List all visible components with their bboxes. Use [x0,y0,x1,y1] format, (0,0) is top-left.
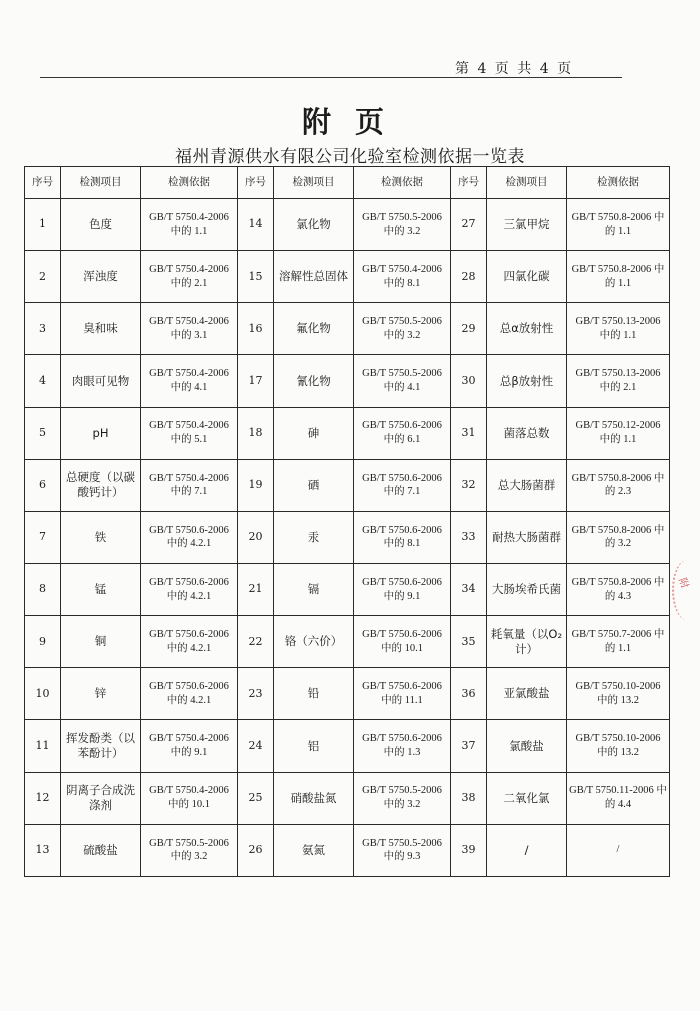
cell-test-basis: GB/T 5750.5-2006 中的 9.3 [354,824,451,876]
seal-stamp-text: 附 [676,576,690,590]
cell-test-item: 硫酸盐 [61,824,141,876]
cell-test-basis: GB/T 5750.11-2006 中的 4.4 [567,772,670,824]
cell-no: 29 [451,303,487,355]
cell-no: 9 [25,616,61,668]
cell-no: 5 [25,407,61,459]
cell-test-basis: GB/T 5750.6-2006 中的 4.2.1 [141,616,238,668]
cell-test-item: 总α放射性 [487,303,567,355]
table-title: 福州青源供水有限公司化验室检测依据一览表 [175,147,525,167]
column-header-no: 序号 [238,167,274,199]
cell-test-basis: GB/T 5750.5-2006 中的 3.2 [354,303,451,355]
cell-test-basis: GB/T 5750.4-2006 中的 9.1 [141,720,238,772]
column-header-item: 检测项目 [487,167,567,199]
table-header-row [25,167,670,199]
table-row [25,668,670,720]
cell-no: 28 [451,251,487,303]
seal-stamp-edge [672,560,700,620]
cell-test-basis: GB/T 5750.4-2006 中的 4.1 [141,355,238,407]
cell-test-basis: GB/T 5750.6-2006 中的 4.2.1 [141,511,238,563]
table-row [25,720,670,772]
cell-no: 23 [238,668,274,720]
cell-test-basis: GB/T 5750.5-2006 中的 4.1 [354,355,451,407]
table-row [25,199,670,251]
table-row [25,355,670,407]
page-number: 第 4 页 共 4 页 [455,61,574,77]
column-header-item: 检测项目 [274,167,354,199]
cell-test-item: pH [61,407,141,459]
cell-no: 20 [238,511,274,563]
cell-test-basis: GB/T 5750.12-2006 中的 1.1 [567,407,670,459]
cell-test-item: 铁 [61,511,141,563]
table-row [25,459,670,511]
cell-no: 38 [451,772,487,824]
cell-test-item: 铝 [274,720,354,772]
cell-test-item: 镉 [274,563,354,615]
table-row [25,303,670,355]
cell-no: 8 [25,563,61,615]
cell-no: 27 [451,199,487,251]
cell-no: 3 [25,303,61,355]
cell-test-basis: GB/T 5750.6-2006 中的 7.1 [354,459,451,511]
cell-no: 31 [451,407,487,459]
cell-test-item: 大肠埃希氏菌 [487,563,567,615]
cell-test-basis: GB/T 5750.8-2006 中的 1.1 [567,199,670,251]
cell-test-basis: GB/T 5750.4-2006 中的 5.1 [141,407,238,459]
cell-test-basis: GB/T 5750.4-2006 中的 7.1 [141,459,238,511]
cell-test-item: 二氧化氯 [487,772,567,824]
cell-test-basis: / [567,824,670,876]
cell-test-item: 氟化物 [274,303,354,355]
cell-test-item: 菌落总数 [487,407,567,459]
cell-test-item: 肉眼可见物 [61,355,141,407]
cell-test-item: 四氯化碳 [487,251,567,303]
cell-no: 33 [451,511,487,563]
cell-test-basis: GB/T 5750.4-2006 中的 1.1 [141,199,238,251]
header-rule [40,77,622,78]
column-header-no: 序号 [451,167,487,199]
cell-test-basis: GB/T 5750.10-2006 中的 13.2 [567,720,670,772]
table-row [25,563,670,615]
column-header-basis: 检测依据 [141,167,238,199]
cell-no: 1 [25,199,61,251]
page-title: 附页 [301,105,408,139]
cell-test-item: 锰 [61,563,141,615]
cell-test-item: 亚氯酸盐 [487,668,567,720]
cell-test-item: 总硬度（以碳酸钙计） [61,459,141,511]
cell-no: 10 [25,668,61,720]
cell-test-basis: GB/T 5750.6-2006 中的 4.2.1 [141,668,238,720]
cell-test-basis: GB/T 5750.8-2006 中的 1.1 [567,251,670,303]
cell-no: 21 [238,563,274,615]
cell-test-item: 挥发酚类（以苯酚计） [61,720,141,772]
cell-test-basis: GB/T 5750.8-2006 中的 2.3 [567,459,670,511]
cell-test-basis: GB/T 5750.13-2006 中的 1.1 [567,303,670,355]
cell-test-basis: GB/T 5750.10-2006 中的 13.2 [567,668,670,720]
cell-test-basis: GB/T 5750.13-2006 中的 2.1 [567,355,670,407]
cell-no: 37 [451,720,487,772]
table-row [25,251,670,303]
column-header-basis: 检测依据 [354,167,451,199]
cell-no: 11 [25,720,61,772]
column-header-no: 序号 [25,167,61,199]
cell-test-item: 浑浊度 [61,251,141,303]
cell-test-item: 汞 [274,511,354,563]
cell-no: 24 [238,720,274,772]
cell-test-basis: GB/T 5750.4-2006 中的 8.1 [354,251,451,303]
table-row [25,616,670,668]
cell-test-basis: GB/T 5750.5-2006 中的 3.2 [354,199,451,251]
cell-test-item: 总β放射性 [487,355,567,407]
cell-no: 2 [25,251,61,303]
column-header-item: 检测项目 [61,167,141,199]
cell-no: 30 [451,355,487,407]
cell-no: 39 [451,824,487,876]
cell-test-item: 氰化物 [274,355,354,407]
cell-test-item: 氨氮 [274,824,354,876]
cell-test-item: 耗氧量（以O₂计） [487,616,567,668]
cell-test-item: 硝酸盐氮 [274,772,354,824]
cell-test-basis: GB/T 5750.4-2006 中的 2.1 [141,251,238,303]
cell-no: 16 [238,303,274,355]
cell-test-basis: GB/T 5750.4-2006 中的 10.1 [141,772,238,824]
cell-no: 19 [238,459,274,511]
cell-test-basis: GB/T 5750.7-2006 中的 1.1 [567,616,670,668]
cell-test-item: 氯化物 [274,199,354,251]
cell-test-item: 色度 [61,199,141,251]
cell-test-item: 耐热大肠菌群 [487,511,567,563]
cell-test-basis: GB/T 5750.6-2006 中的 11.1 [354,668,451,720]
column-header-basis: 检测依据 [567,167,670,199]
cell-test-item: 铅 [274,668,354,720]
cell-no: 35 [451,616,487,668]
cell-test-basis: GB/T 5750.5-2006 中的 3.2 [141,824,238,876]
cell-no: 12 [25,772,61,824]
table-row [25,772,670,824]
cell-no: 25 [238,772,274,824]
cell-test-item: 铜 [61,616,141,668]
cell-no: 32 [451,459,487,511]
cell-test-item: 硒 [274,459,354,511]
cell-test-item: 砷 [274,407,354,459]
cell-test-item: / [487,824,567,876]
cell-test-item: 溶解性总固体 [274,251,354,303]
cell-test-item: 氯酸盐 [487,720,567,772]
cell-no: 17 [238,355,274,407]
cell-no: 4 [25,355,61,407]
cell-no: 22 [238,616,274,668]
cell-test-basis: GB/T 5750.6-2006 中的 4.2.1 [141,563,238,615]
cell-test-basis: GB/T 5750.6-2006 中的 10.1 [354,616,451,668]
cell-no: 14 [238,199,274,251]
cell-no: 34 [451,563,487,615]
cell-test-basis: GB/T 5750.6-2006 中的 1.3 [354,720,451,772]
cell-test-basis: GB/T 5750.6-2006 中的 9.1 [354,563,451,615]
cell-test-item: 阴离子合成洗涤剂 [61,772,141,824]
cell-test-basis: GB/T 5750.8-2006 中的 3.2 [567,511,670,563]
cell-test-basis: GB/T 5750.6-2006 中的 8.1 [354,511,451,563]
cell-test-basis: GB/T 5750.8-2006 中的 4.3 [567,563,670,615]
cell-no: 18 [238,407,274,459]
cell-no: 7 [25,511,61,563]
cell-test-item: 臭和味 [61,303,141,355]
table-row [25,511,670,563]
cell-no: 13 [25,824,61,876]
cell-test-item: 三氯甲烷 [487,199,567,251]
table-row [25,407,670,459]
cell-no: 6 [25,459,61,511]
inspection-basis-table [24,166,670,877]
table-row [25,824,670,876]
cell-no: 26 [238,824,274,876]
cell-test-item: 锌 [61,668,141,720]
cell-test-basis: GB/T 5750.6-2006 中的 6.1 [354,407,451,459]
cell-no: 15 [238,251,274,303]
cell-test-item: 总大肠菌群 [487,459,567,511]
cell-test-basis: GB/T 5750.4-2006 中的 3.1 [141,303,238,355]
cell-test-basis: GB/T 5750.5-2006 中的 3.2 [354,772,451,824]
cell-no: 36 [451,668,487,720]
cell-test-item: 铬（六价） [274,616,354,668]
